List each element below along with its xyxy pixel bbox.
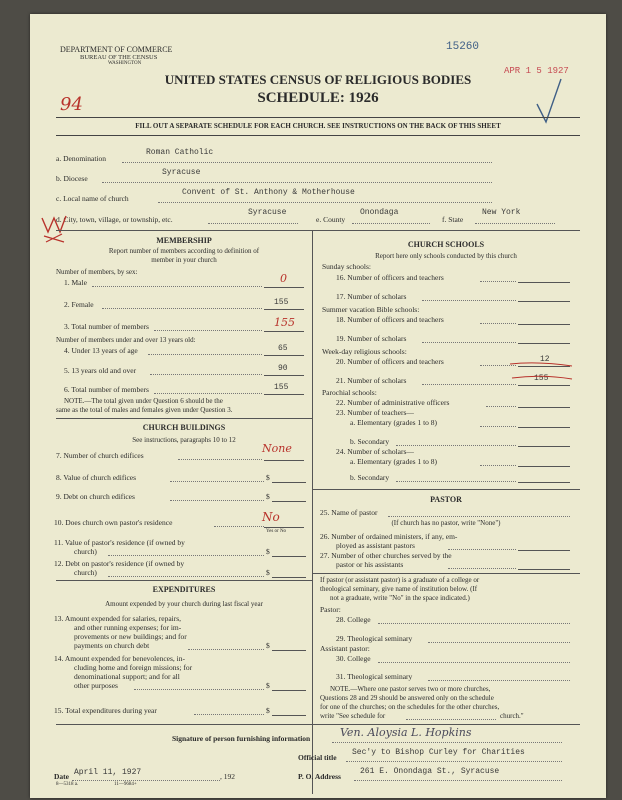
q9-leader — [170, 500, 264, 501]
q10-leader — [214, 526, 264, 527]
q4-field — [264, 355, 304, 356]
q7-leader — [178, 459, 262, 460]
q3-value: 155 — [274, 316, 295, 329]
pastor-note-1: NOTE.—Where one pastor serves two or more churches, — [330, 685, 491, 693]
stamp-number: 15260 — [446, 41, 480, 53]
q14-dollar: $ — [266, 681, 270, 690]
q14-field — [272, 690, 306, 691]
county-label: e. County — [316, 215, 346, 224]
handwritten-number: 94 — [60, 94, 83, 115]
official-title-value: Sec'y to Bishop Curley for Charities — [352, 748, 525, 757]
state-label: f. State — [442, 215, 464, 224]
q2-leader — [102, 308, 262, 309]
church-name-value: Convent of St. Anthony & Motherhouse — [182, 188, 355, 197]
pastor-note-2: Questions 28 and 29 should be answered only on the schedule — [320, 694, 494, 702]
date-value: April 11, 1927 — [74, 768, 142, 777]
buildings-bottom-rule — [56, 580, 312, 581]
q10-field — [264, 527, 304, 528]
q14-label-1: 14. Amount expended for benevolences, in- — [54, 654, 186, 663]
q7-field — [264, 460, 304, 461]
q19-leader — [422, 342, 516, 343]
q14-label-3: denominational support; and for all — [74, 672, 180, 681]
q2-label: 2. Female — [64, 300, 94, 309]
state-line — [475, 223, 555, 224]
q9-label: 9. Debt on church edifices — [56, 492, 135, 501]
q27-leader — [448, 568, 516, 569]
q5-leader — [150, 374, 262, 375]
bureau-label: BUREAU OF THE CENSUS — [80, 54, 158, 61]
schedule-title: SCHEDULE: 1926 — [257, 90, 379, 106]
date-line — [72, 780, 220, 781]
diocese-label: b. Diocese — [56, 174, 88, 183]
q17-label: 17. Number of scholars — [336, 292, 407, 301]
q4-label: 4. Under 13 years of age — [64, 346, 138, 355]
membership-intro-1: Report number of members according to definition of — [108, 247, 260, 255]
q28-line — [378, 623, 570, 624]
signature-value: Ven. Aloysia L. Hopkins — [340, 726, 472, 739]
q11-field — [272, 556, 306, 557]
q13-label-1: 13. Amount expended for salaries, repairs, — [54, 614, 182, 623]
q24a-label: a. Elementary (grades 1 to 8) — [350, 457, 438, 466]
header-rule-top — [56, 117, 580, 118]
church-name-label: c. Local name of church — [56, 194, 129, 203]
q6-value: 155 — [274, 383, 289, 392]
q26-label-2: ployed as assistant pastors — [336, 541, 415, 550]
q22-label: 22. Number of administrative officers — [336, 398, 450, 407]
date-label: Date — [54, 772, 69, 781]
q21-leader — [422, 384, 516, 385]
q3-label: 3. Total number of members — [64, 322, 149, 331]
by-sex-label: Number of members, by sex: — [56, 268, 138, 276]
q13-label-2: and other running expenses; for im- — [74, 623, 182, 632]
q1-label: 1. Male — [64, 278, 87, 287]
yes-no-hint: Yes or No — [266, 529, 287, 534]
address-label: P. O. Address — [298, 772, 341, 781]
q30-label: 30. College — [336, 654, 371, 663]
q4-value: 65 — [278, 344, 288, 353]
red-underline-mark — [508, 358, 576, 382]
received-date-stamp: APR 1 5 1927 — [504, 66, 569, 76]
pastor-title: PASTOR — [430, 495, 462, 504]
q23b-field — [518, 446, 570, 447]
q24a-field — [518, 466, 570, 467]
city-field-line — [208, 223, 298, 224]
signature-line — [332, 742, 562, 743]
under-over-label: Number of members under and over 13 years old: — [56, 336, 196, 344]
q3-field — [264, 331, 304, 332]
q11-label-2: church) — [74, 547, 97, 556]
address-value: 261 E. Onondaga St., Syracuse — [360, 767, 500, 776]
q24b-label: b. Secondary — [350, 473, 390, 482]
q21-field — [518, 385, 570, 386]
city-field-label: d. City, town, village, or township, etc. — [56, 215, 173, 224]
address-line — [354, 780, 562, 781]
q26-field — [518, 550, 570, 551]
print-code-2: 11—9684+ — [114, 782, 137, 787]
q1-value: 0 — [280, 272, 287, 285]
q26-label-1: 26. Number of ordained ministers, if any, em- — [320, 532, 458, 541]
q24b-field — [518, 482, 570, 483]
q22-leader — [486, 406, 516, 407]
q6-field — [264, 394, 304, 395]
q13-label-4: payments on church debt — [74, 641, 150, 650]
q1-leader — [92, 286, 262, 287]
q28-label: 28. College — [336, 615, 371, 624]
q13-leader — [188, 649, 264, 650]
q24-label: 24. Number of scholars— — [336, 447, 414, 456]
q18-leader — [480, 323, 516, 324]
pastor-note-5: church." — [500, 712, 524, 720]
q25-line — [388, 516, 570, 517]
city-field-value: Syracuse — [248, 208, 287, 217]
pastor-mid-rule — [312, 573, 580, 574]
q7-value: None — [262, 442, 292, 455]
q12-label-1: 12. Debt on pastor's residence (if owned by — [54, 559, 185, 568]
q10-label: 10. Does church own pastor's residence — [54, 518, 173, 527]
q11-dollar: $ — [266, 547, 270, 556]
q8-leader — [170, 481, 264, 482]
q14-label-2: cluding home and foreign missions; for — [74, 663, 193, 672]
q25-note: (If church has no pastor, write "None") — [391, 519, 501, 527]
q23-label: 23. Number of teachers— — [336, 408, 414, 417]
print-code-1: 8—5318 a. — [56, 782, 79, 787]
expenditures-intro: Amount expended by your church during last fiscal year — [105, 600, 263, 608]
form-title: UNITED STATES CENSUS OF RELIGIOUS BODIES — [164, 72, 472, 87]
q8-field — [272, 482, 306, 483]
q2-value: 155 — [274, 298, 289, 307]
q14-label-4: other purposes — [74, 681, 118, 690]
q18-label: 18. Number of officers and teachers — [336, 315, 444, 324]
membership-bottom-rule — [56, 418, 312, 419]
parochial-label: Parochial schools: — [322, 388, 377, 397]
membership-note-1: NOTE.—The total given under Question 6 should be the — [64, 397, 223, 405]
q7-label: 7. Number of church edifices — [56, 451, 144, 460]
q10-value: No — [262, 510, 280, 524]
denomination-line — [122, 162, 492, 163]
q21-label: 21. Number of scholars — [336, 376, 407, 385]
instruction-line: FILL OUT A SEPARATE SCHEDULE FOR EACH CHURCH. SEE INSTRUCTIONS ON THE BACK OF THIS SHEET — [135, 122, 501, 130]
q22-field — [518, 407, 570, 408]
q13-label-3: provements or new buildings; and for — [74, 632, 187, 641]
q16-leader — [480, 281, 516, 282]
q12-dollar: $ — [266, 568, 270, 577]
membership-title: MEMBERSHIP — [156, 236, 212, 245]
q13-dollar: $ — [266, 641, 270, 650]
grid-top-rule — [56, 230, 580, 231]
diocese-line — [102, 182, 492, 183]
q23a-leader — [480, 426, 516, 427]
q16-field — [518, 282, 570, 283]
q5-value: 90 — [278, 364, 288, 373]
q27-label-1: 27. Number of other churches served by the — [320, 551, 452, 560]
q4-leader — [148, 354, 262, 355]
q30-line — [378, 662, 570, 663]
q9-field — [272, 501, 306, 502]
denomination-label: a. Denomination — [56, 154, 106, 163]
q24b-leader — [396, 481, 516, 482]
q14-leader — [134, 689, 264, 690]
county-value: Onondaga — [360, 208, 399, 217]
q15-leader — [194, 714, 264, 715]
q5-label: 5. 13 years old and over — [64, 366, 137, 375]
city-label: WASHINGTON — [108, 61, 142, 66]
official-title-line — [346, 761, 562, 762]
q26-leader — [448, 549, 516, 550]
q31-label: 31. Theological seminary — [336, 672, 413, 681]
summer-label: Summer vacation Bible schools: — [322, 305, 420, 314]
q11-label-1: 11. Value of pastor's residence (if owned by — [54, 538, 185, 547]
q12-leader — [108, 576, 264, 577]
q19-label: 19. Number of scholars — [336, 334, 407, 343]
q25-label: 25. Name of pastor — [320, 508, 378, 517]
buildings-see-instructions: See instructions, paragraphs 10 to 12 — [132, 436, 236, 444]
membership-note-2: same as the total of males and females given under Question 3. — [56, 406, 233, 414]
q18-field — [518, 324, 570, 325]
q23b-leader — [396, 445, 516, 446]
graduate-note-3: not a graduate, write "No" in the space indicated.) — [330, 594, 470, 602]
buildings-title: CHURCH BUILDINGS — [142, 423, 226, 432]
assistant-subhead: Assistant pastor: — [320, 644, 370, 653]
q21-value: 155 — [534, 374, 549, 383]
church-name-line — [158, 202, 492, 203]
date-year-suffix: , 192 — [220, 772, 235, 781]
county-line — [352, 223, 430, 224]
q1-field — [264, 287, 304, 288]
q19-field — [518, 343, 570, 344]
department-label: DEPARTMENT OF COMMERCE — [60, 45, 173, 54]
q8-label: 8. Value of church edifices — [56, 473, 137, 482]
sunday-label: Sunday schools: — [322, 262, 371, 271]
expenditures-title: EXPENDITURES — [152, 585, 216, 594]
census-form — [30, 14, 606, 798]
q27-label-2: pastor or his assistants — [336, 560, 404, 569]
header-rule-bottom — [56, 135, 580, 136]
pastor-subhead: Pastor: — [320, 605, 341, 614]
schools-bottom-rule — [312, 489, 580, 490]
q16-label: 16. Number of officers and teachers — [336, 273, 444, 282]
signature-label: Signature of person furnishing information — [172, 734, 311, 743]
membership-intro-2: member in your church — [151, 256, 217, 264]
q15-label: 15. Total expenditures during year — [54, 706, 157, 715]
q6-label: 6. Total number of members — [64, 385, 149, 394]
q9-dollar: $ — [266, 492, 270, 501]
column-divider — [312, 230, 313, 794]
q24a-leader — [480, 465, 516, 466]
q29-label: 29. Theological seminary — [336, 634, 413, 643]
q6-leader — [154, 393, 262, 394]
pastor-note-blank — [406, 719, 496, 720]
denomination-value: Roman Catholic — [146, 148, 214, 157]
q12-label-2: church) — [74, 568, 97, 577]
q3-leader — [154, 330, 262, 331]
graduate-note-2: theological seminary, give name of institution below. (If — [320, 585, 478, 593]
weekday-label: Week-day religious schools: — [322, 347, 407, 356]
schools-title: CHURCH SCHOOLS — [407, 240, 485, 249]
q23a-label: a. Elementary (grades 1 to 8) — [350, 418, 438, 427]
q27-field — [518, 569, 570, 570]
q20-label: 20. Number of officers and teachers — [336, 357, 444, 366]
q31-line — [428, 680, 570, 681]
q13-field — [272, 650, 306, 651]
schools-intro: Report here only schools conducted by this church — [375, 252, 517, 260]
diocese-value: Syracuse — [162, 168, 201, 177]
q17-field — [518, 301, 570, 302]
q20-value: 12 — [540, 355, 550, 364]
pastor-note-3: for one of the churches; on the schedules for the other churches, — [320, 703, 500, 711]
q11-leader — [108, 555, 264, 556]
q17-leader — [422, 300, 516, 301]
q23a-field — [518, 427, 570, 428]
q15-field — [272, 715, 306, 716]
q2-field — [264, 309, 304, 310]
checkmark-icon — [534, 76, 564, 126]
q15-dollar: $ — [266, 706, 270, 715]
q23b-label: b. Secondary — [350, 437, 390, 446]
state-value: New York — [482, 208, 521, 217]
official-title-label: Official title — [298, 753, 337, 762]
graduate-note-1: If pastor (or assistant pastor) is a graduate of a college or — [320, 576, 480, 584]
q8-dollar: $ — [266, 473, 270, 482]
q29-line — [428, 642, 570, 643]
q5-field — [264, 375, 304, 376]
q12-field — [272, 577, 306, 578]
pastor-note-4: write "See schedule for — [320, 712, 386, 720]
grid-bottom-rule — [56, 724, 580, 725]
